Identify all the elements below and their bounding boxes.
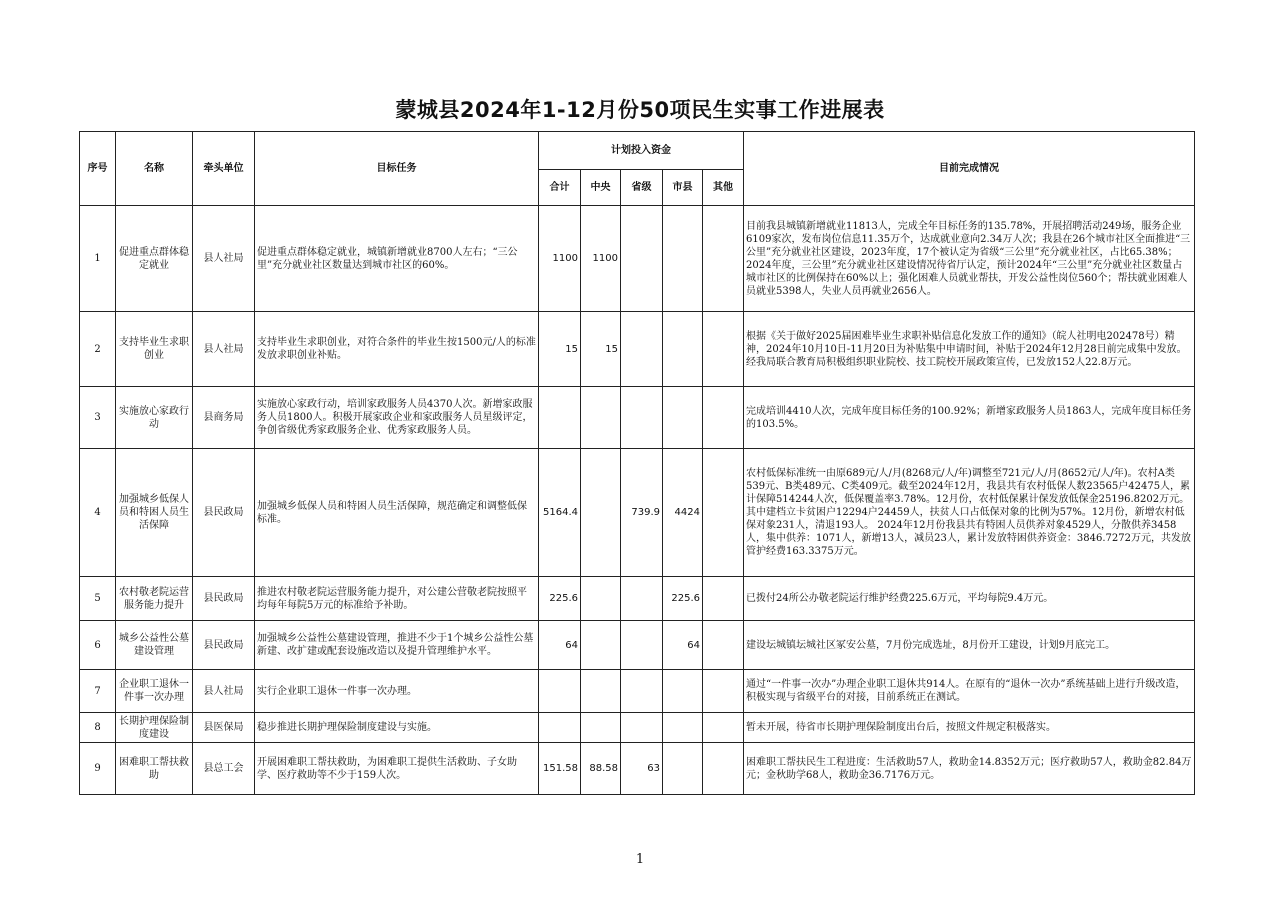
row-name: 实施放心家政行动 [116,387,193,449]
row-unit: 县商务局 [193,387,255,449]
row-unit: 县人社局 [193,206,255,312]
row-progress: 已拨付24所公办敬老院运行维护经费225.6万元，平均每院9.4万元。 [744,577,1195,621]
row-unit: 县总工会 [193,743,255,795]
row-progress: 根据《关于做好2025届困难毕业生求职补贴信息化发放工作的通知》（皖人社明电202478号）精神，2024年10月10日-11月20日为补贴集中申请时间，补贴于2024年12月28日前完成集中发放。经我局联合教育局积极组织职业院校、技工院校开展政策宣传，已发放152人22.8万元。 [744,312,1195,387]
row-county [663,743,703,795]
row-other [703,713,744,743]
row-provincial [621,713,663,743]
row-county [663,206,703,312]
row-target: 实施放心家政行动，培训家政服务人员4370人次。新增家政服务人员1800人。积极开展家政企业和家政服务人员星级评定，争创省级优秀家政服务企业、优秀家政服务人员。 [255,387,539,449]
row-other [703,670,744,713]
row-central [581,449,621,577]
row-county: 4424 [663,449,703,577]
row-target: 推进农村敬老院运营服务能力提升，对公建公营敬老院按照平均每年每院5万元的标准给予补助。 [255,577,539,621]
table-row [80,621,1195,670]
row-other [703,577,744,621]
table-header [80,132,1195,206]
row-unit: 县医保局 [193,713,255,743]
row-central: 15 [581,312,621,387]
row-county: 64 [663,621,703,670]
row-county [663,670,703,713]
table-row [80,206,1195,312]
row-provincial [621,577,663,621]
row-index: 5 [80,577,116,621]
row-total [539,387,581,449]
row-name: 支持毕业生求职创业 [116,312,193,387]
table-row [80,312,1195,387]
row-index: 8 [80,713,116,743]
row-index: 1 [80,206,116,312]
row-provincial [621,206,663,312]
row-progress: 暂未开展，待省市长期护理保险制度出台后，按照文件规定积极落实。 [744,713,1195,743]
row-central [581,577,621,621]
row-progress: 目前我县城镇新增就业11813人，完成全年目标任务的135.78%，开展招聘活动249场，服务企业6109家次，发布岗位信息11.35万个，达成就业意向2.34万人次；我县在26个城市社区全面推进“三公里”充分就业社区建设，2023年度，17个被认定为省级“三公里”充分就业社区，占比65.38%；2024年度，三公里”充分就业社区建设情况待省厅认定，预计2024年“三公里”充分就业社区数量占城市社区的比例保持在60%以上；强化困难人员就业帮扶，开发公益性岗位560个；帮扶就业困难人员就业5398人，失业人员再就业2656人。 [744,206,1195,312]
row-target: 促进重点群体稳定就业，城镇新增就业8700人左右；“三公里”充分就业社区数量达到城市社区的60%。 [255,206,539,312]
row-index: 4 [80,449,116,577]
row-progress: 建设坛城镇坛城社区冢安公墓，7月份完成选址，8月份开工建设，计划9月底完工。 [744,621,1195,670]
row-index: 3 [80,387,116,449]
row-provincial: 739.9 [621,449,663,577]
row-provincial [621,670,663,713]
page-number: 1 [635,852,645,867]
row-total: 225.6 [539,577,581,621]
header-central: 中央 [581,170,621,206]
row-county: 225.6 [663,577,703,621]
row-county [663,713,703,743]
row-name: 城乡公益性公墓建设管理 [116,621,193,670]
row-total: 15 [539,312,581,387]
row-provincial: 63 [621,743,663,795]
row-total: 64 [539,621,581,670]
row-progress: 通过“一件事一次办”办理企业职工退休共914人。在原有的“退休一次办”系统基础上进行升级改造，积极实现与省级平台的对接，目前系统正在测试。 [744,670,1195,713]
row-target: 稳步推进长期护理保险制度建设与实施。 [255,713,539,743]
table-row [80,670,1195,713]
row-provincial [621,312,663,387]
row-central: 88.58 [581,743,621,795]
row-progress: 农村低保标准统一由原689元/人/月(8268元/人/年)调整至721元/人/月(8652元/人/年)。农村A类539元、B类489元、C类409元。截至2024年12月，我县共有农村低保人数23565户42475人，累计保障514244人次，低保覆盖率3.78%。12月份，农村低保累计保发放低保金25196.8202万元。其中建档立卡贫困户12294户24459人，扶贫人口占低保对象的比例为57%。12月份，新增农村低保对象231人，清退193人。 2024年12月份我县共有特困人员供养对象4529人，分散供养3458人，集中供养：1071人，新增13人，减员23人，累计发放特困供养资金：3846.7272万元，共发放管护经费163.3375万元。 [744,449,1195,577]
row-target: 实行企业职工退休一件事一次办理。 [255,670,539,713]
row-index: 9 [80,743,116,795]
row-unit: 县民政局 [193,449,255,577]
row-unit: 县民政局 [193,577,255,621]
row-provincial [621,621,663,670]
header-target: 目标任务 [255,132,539,206]
table-row [80,713,1195,743]
row-index: 6 [80,621,116,670]
header-provincial: 省级 [621,170,663,206]
row-target: 开展困难职工帮扶救助，为困难职工提供生活救助、子女助学、医疗救助等不少于159人次。 [255,743,539,795]
row-name: 困难职工帮扶救助 [116,743,193,795]
row-total: 151.58 [539,743,581,795]
row-progress: 困难职工帮扶民生工程进度：生活救助57人，救助金14.8352万元；医疗救助57人，救助金82.84万元；金秋助学68人，救助金36.7176万元。 [744,743,1195,795]
row-other [703,387,744,449]
header-total: 合计 [539,170,581,206]
progress-table [79,131,1195,795]
header-lead-unit: 牵头单位 [193,132,255,206]
header-index: 序号 [80,132,116,206]
row-index: 2 [80,312,116,387]
row-county [663,312,703,387]
row-other [703,206,744,312]
row-target: 支持毕业生求职创业，对符合条件的毕业生按1500元/人的标准发放求职创业补贴。 [255,312,539,387]
row-target: 加强城乡低保人员和特困人员生活保障，规范确定和调整低保标准。 [255,449,539,577]
row-name: 企业职工退休一件事一次办理 [116,670,193,713]
row-total [539,670,581,713]
row-name: 加强城乡低保人员和特困人员生活保障 [116,449,193,577]
header-plan-funds: 计划投入资金 [539,132,744,170]
row-central: 1100 [581,206,621,312]
row-county [663,387,703,449]
row-total: 5164.4 [539,449,581,577]
row-progress: 完成培训4410人次，完成年度目标任务的100.92%；新增家政服务人员1863人，完成年度目标任务的103.5%。 [744,387,1195,449]
row-central [581,713,621,743]
row-central [581,387,621,449]
row-unit: 县人社局 [193,312,255,387]
row-name: 促进重点群体稳定就业 [116,206,193,312]
row-total: 1100 [539,206,581,312]
row-other [703,312,744,387]
row-other [703,743,744,795]
table-row [80,449,1195,577]
table-row [80,387,1195,449]
row-central [581,621,621,670]
row-unit: 县人社局 [193,670,255,713]
row-name: 长期护理保险制度建设 [116,713,193,743]
row-provincial [621,387,663,449]
header-progress: 目前完成情况 [744,132,1195,206]
row-other [703,449,744,577]
table-row [80,577,1195,621]
row-target: 加强城乡公益性公墓建设管理，推进不少于1个城乡公益性公墓新建、改扩建或配套设施改造以及提升管理维护水平。 [255,621,539,670]
row-unit: 县民政局 [193,621,255,670]
row-other [703,621,744,670]
row-total [539,713,581,743]
page-title: 蒙城县2024年1-12月份50项民生实事工作进展表 [395,98,885,122]
row-index: 7 [80,670,116,713]
row-name: 农村敬老院运营服务能力提升 [116,577,193,621]
header-county: 市县 [663,170,703,206]
row-central [581,670,621,713]
header-other: 其他 [703,170,744,206]
table-row [80,743,1195,795]
header-name: 名称 [116,132,193,206]
